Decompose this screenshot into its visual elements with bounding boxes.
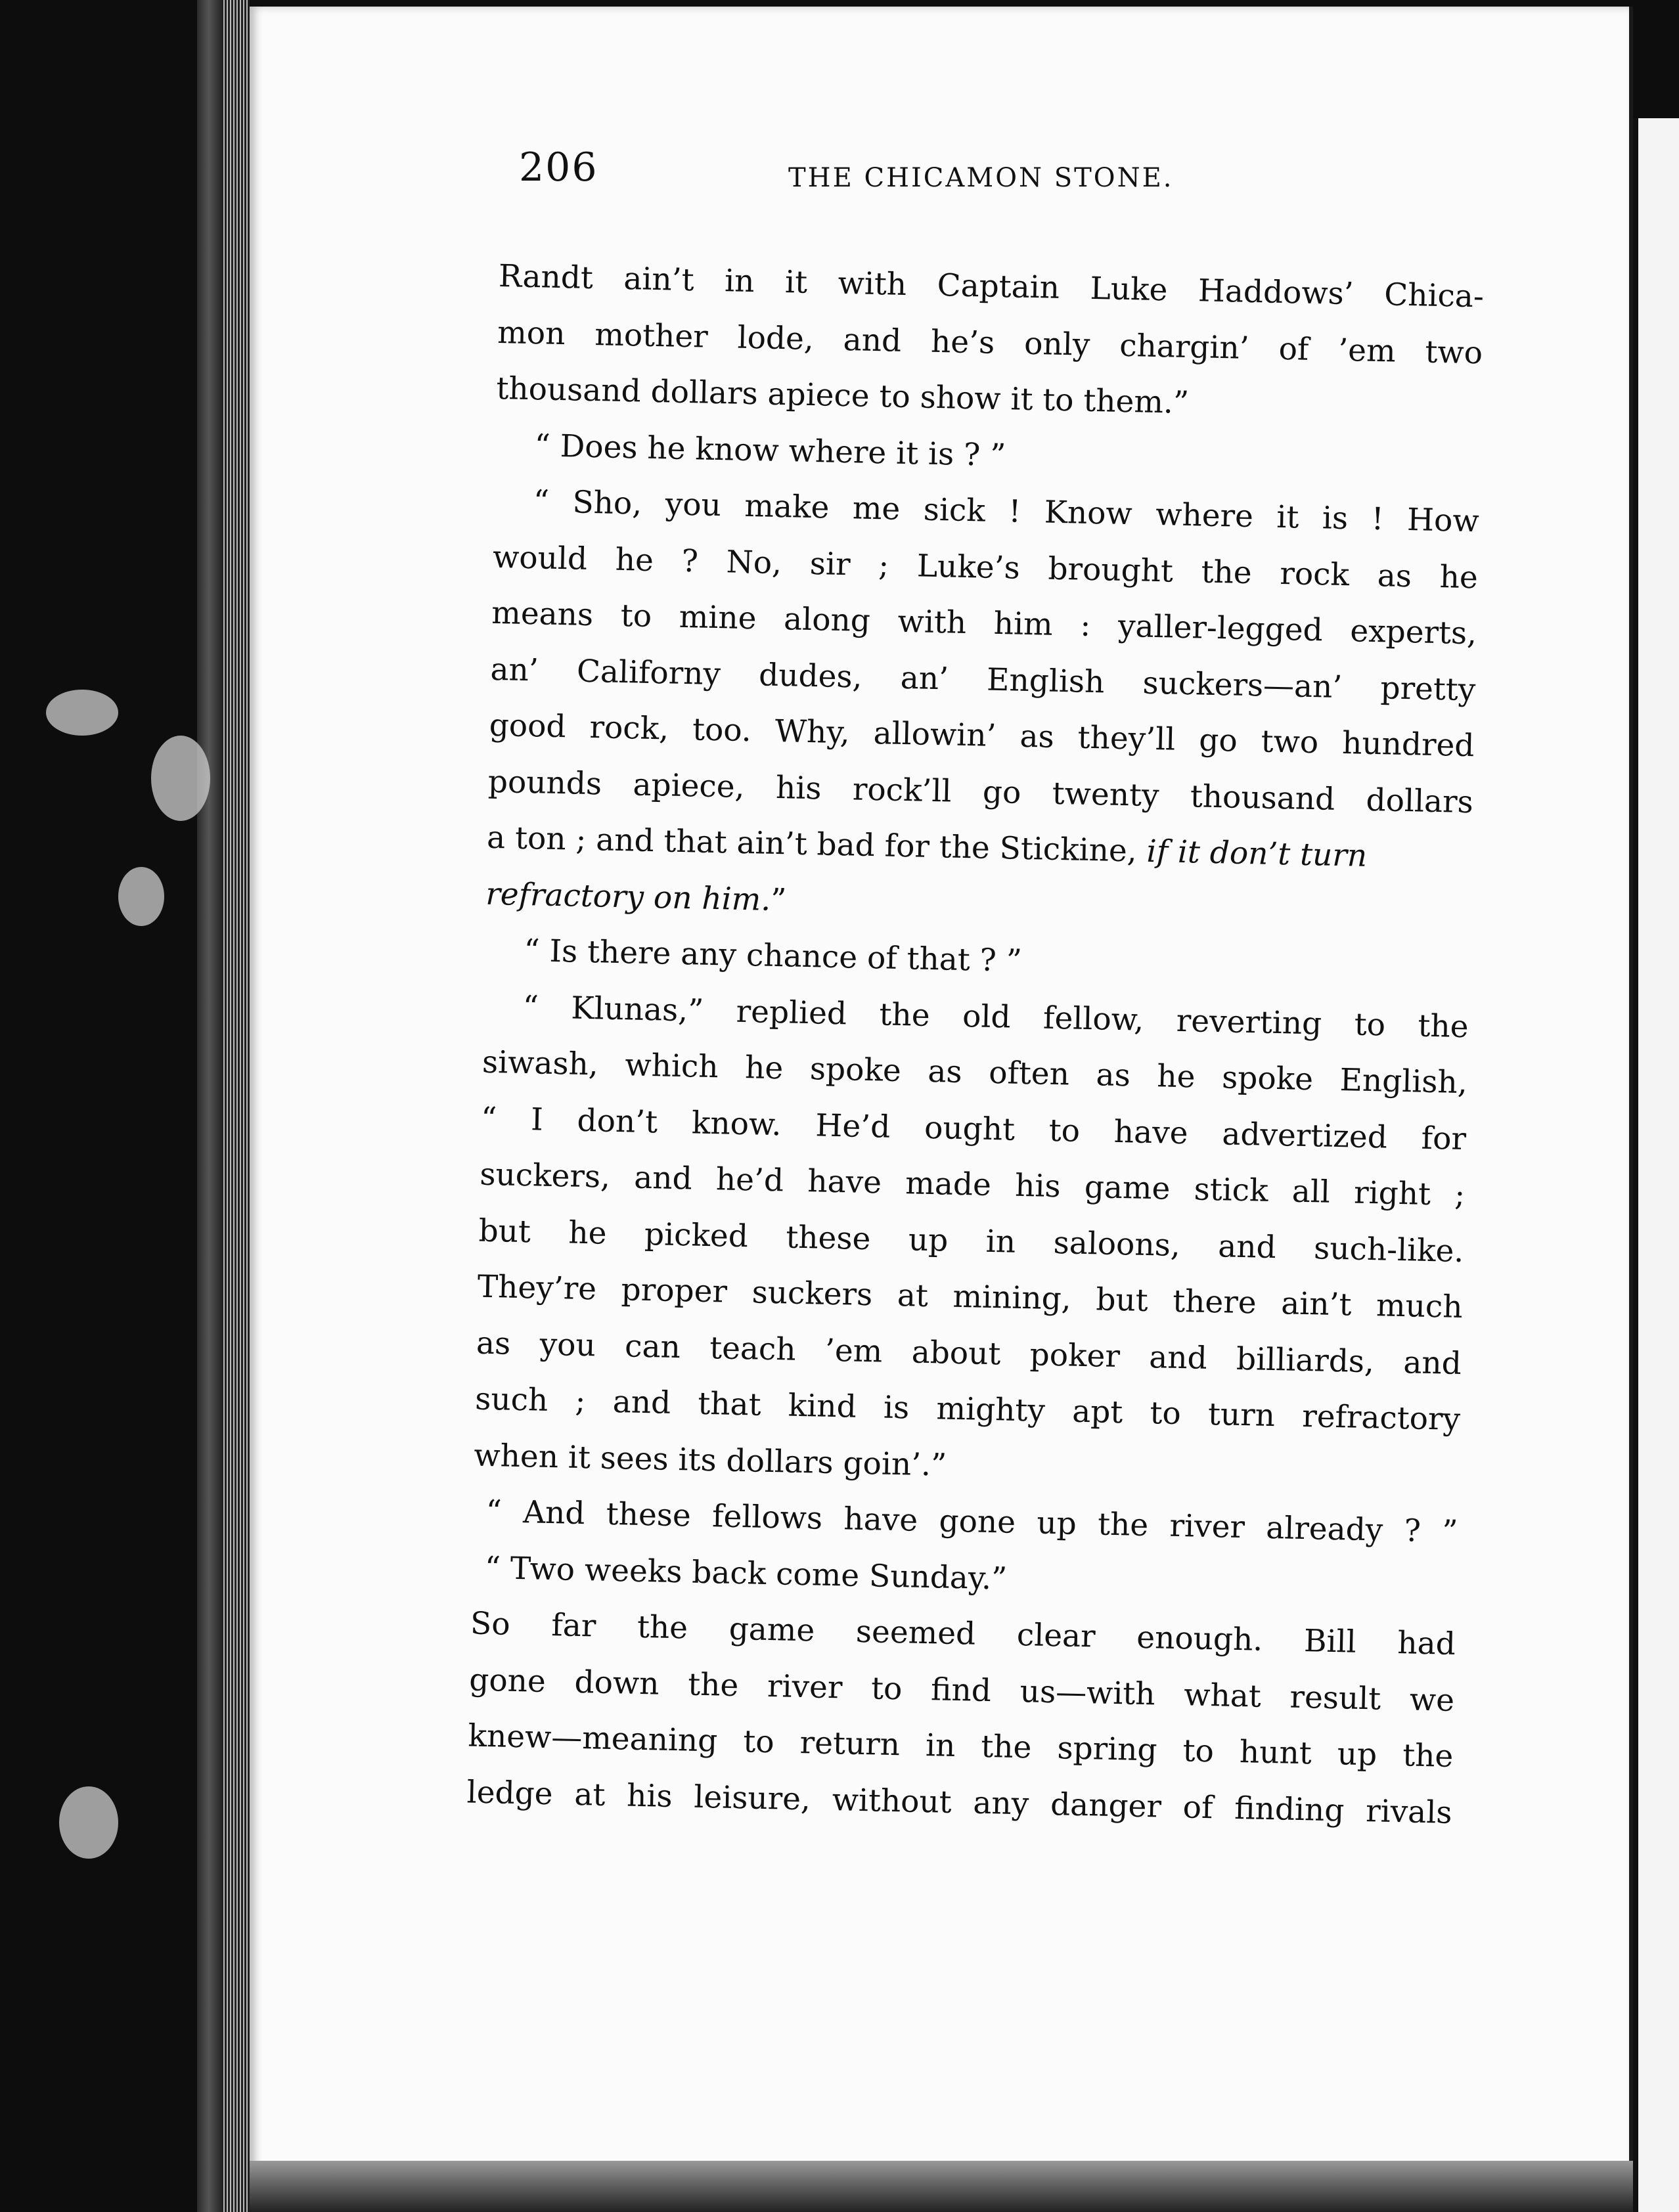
text-line: “ I don’t know. He’d ought to have advertized for: [480, 1100, 1467, 1157]
page-header: [519, 144, 1228, 204]
scan-speck: [46, 690, 118, 736]
text-line: as you can teach ’em about poker and billiards, and: [476, 1325, 1462, 1382]
text-line: suckers, and he’d have made his game stick all right ;: [479, 1156, 1466, 1214]
text-line: knew—meaning to return in the spring to hunt up the: [467, 1717, 1454, 1775]
italic-segment: if it don’t turn: [1146, 833, 1368, 874]
page-edges: [223, 0, 250, 2212]
text-segment: a ton ; and that ain’t bad for the Stickine,: [486, 819, 1138, 870]
text-line: Randt ain’t in it with Captain Luke Haddows’ Chica-: [498, 257, 1485, 315]
italic-segment: refractory on him.: [485, 875, 771, 918]
text-line: “ Is there any chance of that ? ”: [524, 933, 1023, 979]
text-line: siwash, which he spoke as often as he spoke English,: [481, 1044, 1468, 1101]
text-line: “ Does he know where it is ? ”: [534, 427, 1006, 474]
text-line: ledge at his leisure, without any danger of finding rivals: [466, 1773, 1453, 1831]
scan-speck: [151, 736, 210, 821]
page-bottom-shadow: [250, 2161, 1633, 2212]
text-line: thousand dollars apiece to show it to them.”: [495, 370, 1190, 422]
text-line: good rock, too. Why, allowin’ as they’ll go two hundred: [489, 707, 1475, 764]
text-line: when it sees its dollars goin’.”: [473, 1437, 947, 1484]
text-line: “ Sho, you make me sick ! Know where it is ! How: [533, 483, 1480, 540]
text-line: mon mother lode, and he’s only chargin’ of ’em two: [497, 314, 1483, 371]
text-line: gone down the river to find us—with what result we: [468, 1662, 1455, 1719]
text-line: would he ? No, sir ; Luke’s brought the rock as he: [492, 539, 1479, 596]
text-line: So far the game seemed clear enough. Bill had: [470, 1605, 1456, 1662]
scan-speck: [118, 867, 164, 926]
text-line: such ; and that kind is mighty apt to turn refractory: [474, 1381, 1461, 1438]
page-number: 206: [519, 144, 598, 190]
scan-speck: [59, 1786, 118, 1859]
text-line: but he picked these up in saloons, and such-like.: [478, 1212, 1464, 1270]
text-line: pounds apiece, his rock’ll go twenty thousand dollars: [487, 763, 1474, 820]
body-text: [466, 248, 1485, 1841]
facing-page-edge: [1633, 118, 1679, 2212]
text-line: means to mine along with him : yaller-legged experts,: [491, 594, 1477, 652]
running-head: THE CHICAMON STONE.: [788, 163, 1174, 193]
text-line: “ Two weeks back come Sunday.”: [484, 1549, 1008, 1597]
text-line: “ Klunas,” replied the old fellow, reverting to the: [522, 988, 1469, 1045]
text-line: “ And these fellows have gone up the river already ? ”: [485, 1493, 1458, 1550]
text-segment: ”: [770, 881, 787, 918]
text-line: They’re proper suckers at mining, but there ain’t much: [477, 1268, 1464, 1326]
text-line: an’ Californy dudes, an’ English suckers—an’ pretty: [490, 651, 1476, 708]
